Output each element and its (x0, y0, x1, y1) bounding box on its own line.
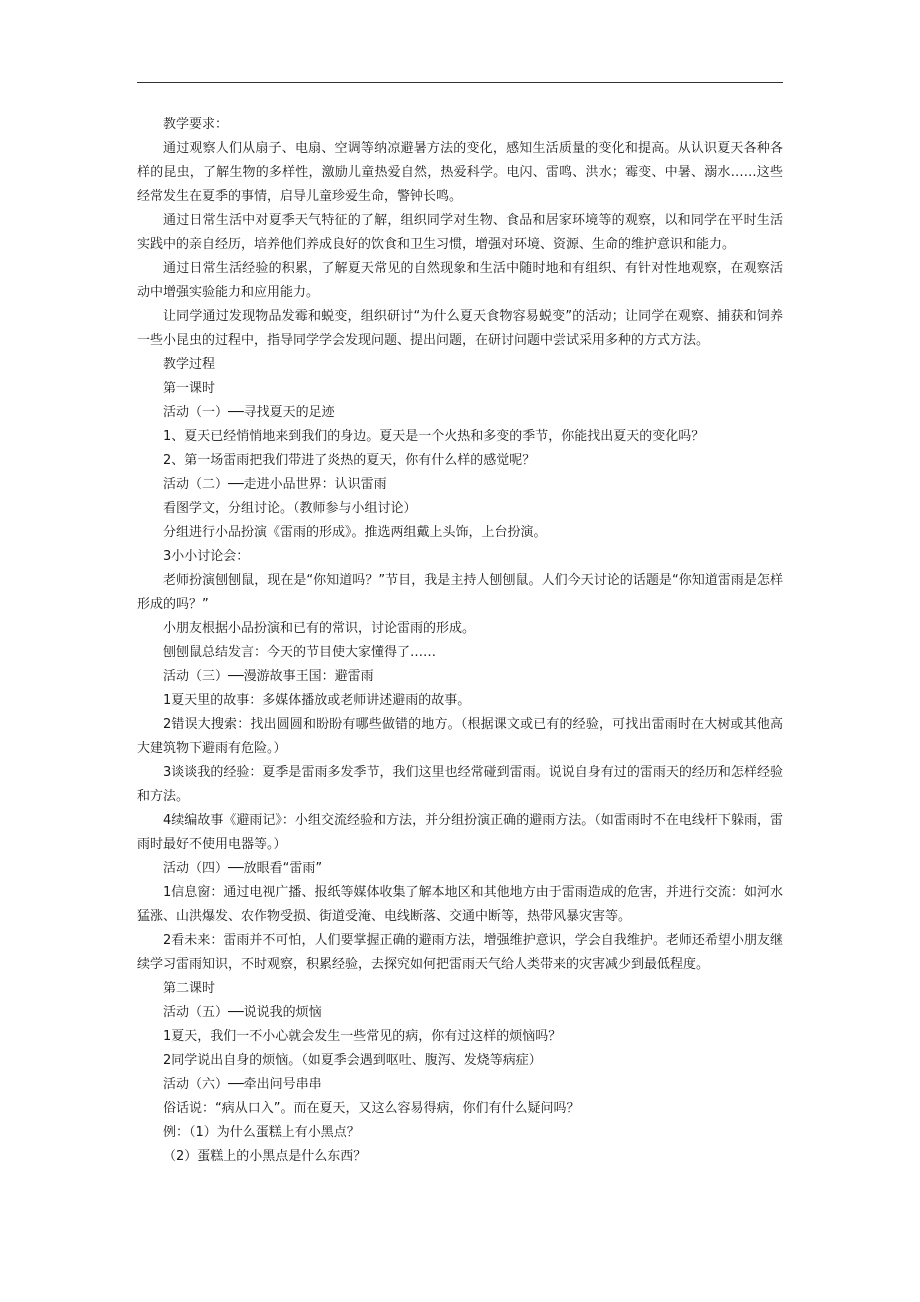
paragraph: 2错误大搜索：找出圆圆和盼盼有哪些做错的地方。（根据课文或已有的经验，可找出雷雨时在大树或其他高大建筑物下避雨有危险。） (137, 717, 783, 756)
paragraph: 通过日常生活中对夏季天气特征的了解，组织同学对生物、食品和居家环境等的观察，以和同学在平时生活实践中的亲自经历，培养他们养成良好的饮食和卫生习惯，增强对环境、资源、生命的维护意识和能力。 (137, 213, 783, 252)
activity-heading: 活动（三）──漫游故事王国：避雷雨 (163, 669, 374, 684)
paragraph: （2）蛋糕上的小黑点是什么东西？ (163, 1149, 367, 1164)
paragraph: 俗话说：“病从口入”。而在夏天，又这么容易得病，你们有什么疑问吗？ (163, 1101, 580, 1116)
lesson-heading: 第二课时 (163, 981, 216, 996)
paragraph: 通过日常生活经验的积累，了解夏天常见的自然现象和生活中随时地和有组织、有针对性地观察，在观察活动中增强实验能力和应用能力。 (137, 261, 783, 300)
activity-heading: 活动（二）──走进小品世界：认识雷雨 (163, 477, 387, 492)
activity-heading: 活动（一）──寻找夏天的足迹 (163, 405, 335, 420)
paragraph: 2同学说出自身的烦恼。（如夏季会遇到呕吐、腹泻、发烧等病症） (163, 1053, 542, 1068)
paragraph: 4续编故事《避雨记》：小组交流经验和方法，并分组扮演正确的避雨方法。（如雷雨时不在电线杆下躲雨，雷雨时最好不使用电器等。） (137, 813, 783, 852)
paragraph: 1信息窗：通过电视广播、报纸等媒体收集了解本地区和其他地方由于雷雨造成的危害，并进行交流：如河水猛涨、山洪爆发、农作物受损、街道受淹、电线断落、交通中断等，热带风暴灾害等。 (137, 885, 783, 924)
paragraph: 小朋友根据小品扮演和已有的常识，讨论雷雨的形成。 (163, 621, 476, 636)
paragraph: 通过观察人们从扇子、电扇、空调等纳凉避暑方法的变化，感知生活质量的变化和提高。从认识夏天各种各样的昆虫，了解生物的多样性，激励儿童热爱自然，热爱科学。电闪、雷鸣、洪水；霉变、中暑、溺水……这些经常发生在夏季的事情，启导儿童珍爱生命，警钟长鸣。 (137, 141, 783, 204)
paragraph: 2、第一场雷雨把我们带进了炎热的夏天，你有什么样的感觉呢？ (163, 453, 536, 468)
paragraph: 1夏天里的故事：多媒体播放或老师讲述避雨的故事。 (163, 693, 471, 708)
paragraph: 3小小讨论会： (163, 549, 250, 564)
paragraph: 例：（1）为什么蛋糕上有小黑点？ (163, 1125, 360, 1140)
activity-heading: 活动（六）──牵出问号串串 (163, 1077, 322, 1092)
header-rule (137, 82, 783, 83)
paragraph: 让同学通过发现物品发霉和蜕变，组织研讨“为什么夏天食物容易蜕变”的活动；让同学在观察、捕获和饲养一些小昆虫的过程中，指导同学学会发现问题、提出问题，在研讨问题中尝试采用多种的方式方法。 (137, 309, 783, 348)
paragraph: 看图学文，分组讨论。（教师参与小组讨论） (163, 501, 417, 516)
paragraph: 2看未来：雷雨并不可怕，人们要掌握正确的避雨方法，增强维护意识，学会自我维护。老师还希望小朋友继续学习雷雨知识，不时观察，积累经验，去探究如何把雷雨天气给人类带来的灾害减少到最低程度。 (137, 933, 783, 972)
paragraph: 1、夏天已经悄悄地来到我们的身边。夏天是一个火热和多变的季节，你能找出夏天的变化吗？ (163, 429, 705, 444)
paragraph: 刨刨鼠总结发言：今天的节目使大家懂得了…… (163, 645, 437, 660)
paragraph: 3谈谈我的经验：夏季是雷雨多发季节，我们这里也经常碰到雷雨。说说自身有过的雷雨天的经历和怎样经验和方法。 (137, 765, 783, 804)
paragraph: 老师扮演刨刨鼠，现在是“你知道吗？”节目，我是主持人刨刨鼠。人们今天讨论的话题是“你知道雷雨是怎样形成的吗？” (137, 573, 783, 612)
section-heading-process: 教学过程 (163, 357, 216, 372)
activity-heading: 活动（五）──说说我的烦恼 (163, 1005, 322, 1020)
paragraph: 1夏天，我们一不小心就会发生一些常见的病，你有过这样的烦恼吗？ (163, 1029, 562, 1044)
lesson-heading: 第一课时 (163, 381, 216, 396)
section-heading-requirements: 教学要求： (163, 117, 229, 132)
paragraph: 分组进行小品扮演《雷雨的形成》。推选两组戴上头饰，上台扮演。 (163, 525, 547, 540)
activity-heading: 活动（四）──放眼看“雷雨” (163, 861, 323, 876)
document-body (137, 113, 783, 1169)
